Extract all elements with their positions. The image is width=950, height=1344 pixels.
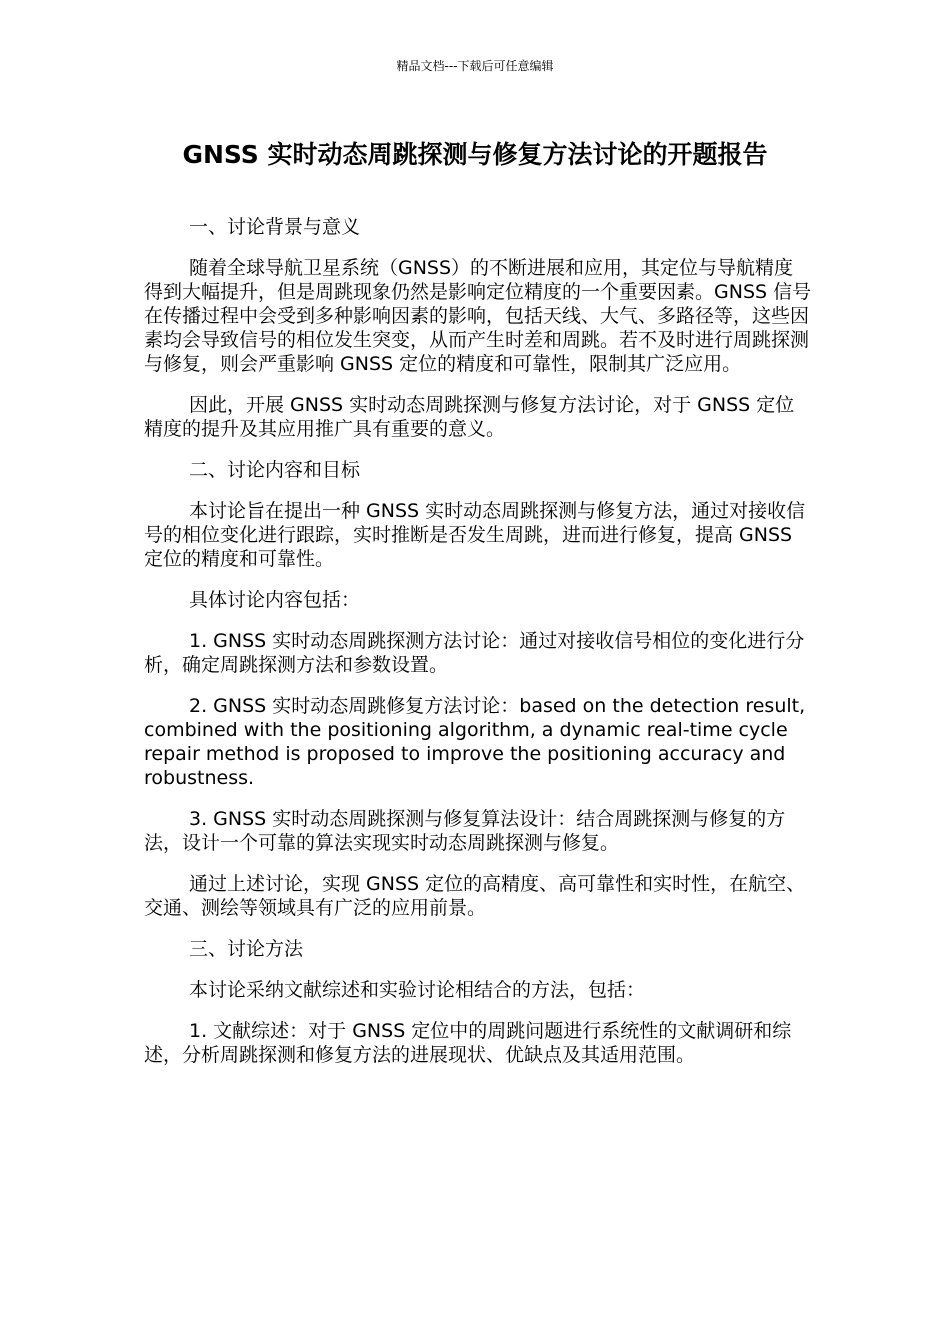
paragraph-content-intro: 具体讨论内容包括： (189, 589, 361, 611)
list-item-detection: 1. GNSS 实时动态周跳探测方法讨论：通过对接收信号相位的变化进行分析，确定周跳探测方法和参数设置。 (144, 630, 805, 676)
document-body (144, 215, 812, 1084)
paragraph-background: 随着全球导航卫星系统（GNSS）的不断进展和应用，其定位与导航精度得到大幅提升，但是周跳现象仍然是影响定位精度的一个重要因素。GNSS 信号在传播过程中会受到多种影响因素的影响，包括天线、大气、多路径等，这些因素均会导致信号的相位发生突变，从而产生时差和周跳。若不及时进行周跳探测与修复，则会严重影响 GNSS 定位的精度和可靠性，限制其广泛应用。 (144, 257, 812, 375)
list-item-literature-review: 1. 文献综述：对于 GNSS 定位中的周跳问题进行系统性的文献调研和综述，分析周跳探测和修复方法的进展现状、优缺点及其适用范围。 (144, 1020, 792, 1066)
list-item-algorithm: 3. GNSS 实时动态周跳探测与修复算法设计：结合周跳探测与修复的方法，设计一个可靠的算法实现实时动态周跳探测与修复。 (144, 808, 786, 854)
section-heading-methods: 三、讨论方法 (189, 938, 304, 960)
header-note: 精品文档---下载后可任意编辑 (396, 59, 554, 73)
paragraph-objective: 本讨论旨在提出一种 GNSS 实时动态周跳探测与修复方法，通过对接收信号的相位变化进行跟踪，实时推断是否发生周跳，进而进行修复，提高 GNSS 定位的精度和可靠性。 (144, 500, 806, 570)
paragraph-methods-intro: 本讨论采纳文献综述和实验讨论相结合的方法，包括： (189, 979, 646, 1001)
document-title: GNSS 实时动态周跳探测与修复方法讨论的开题报告 (182, 140, 768, 169)
list-item-repair: 2. GNSS 实时动态周跳修复方法讨论：based on the detection result, combined with the positioning algorithm, a dynamic real-time cycle repair method is proposed to improve the positioning accuracy and robustness. (144, 695, 806, 789)
paragraph-expected-results: 通过上述讨论，实现 GNSS 定位的高精度、高可靠性和实时性，在航空、交通、测绘等领域具有广泛的应用前景。 (144, 873, 806, 919)
section-heading-content: 二、讨论内容和目标 (189, 459, 361, 481)
section-heading-background: 一、讨论背景与意义 (189, 216, 361, 238)
paragraph-significance: 因此，开展 GNSS 实时动态周跳探测与修复方法讨论，对于 GNSS 定位精度的提升及其应用推广具有重要的意义。 (144, 394, 795, 440)
